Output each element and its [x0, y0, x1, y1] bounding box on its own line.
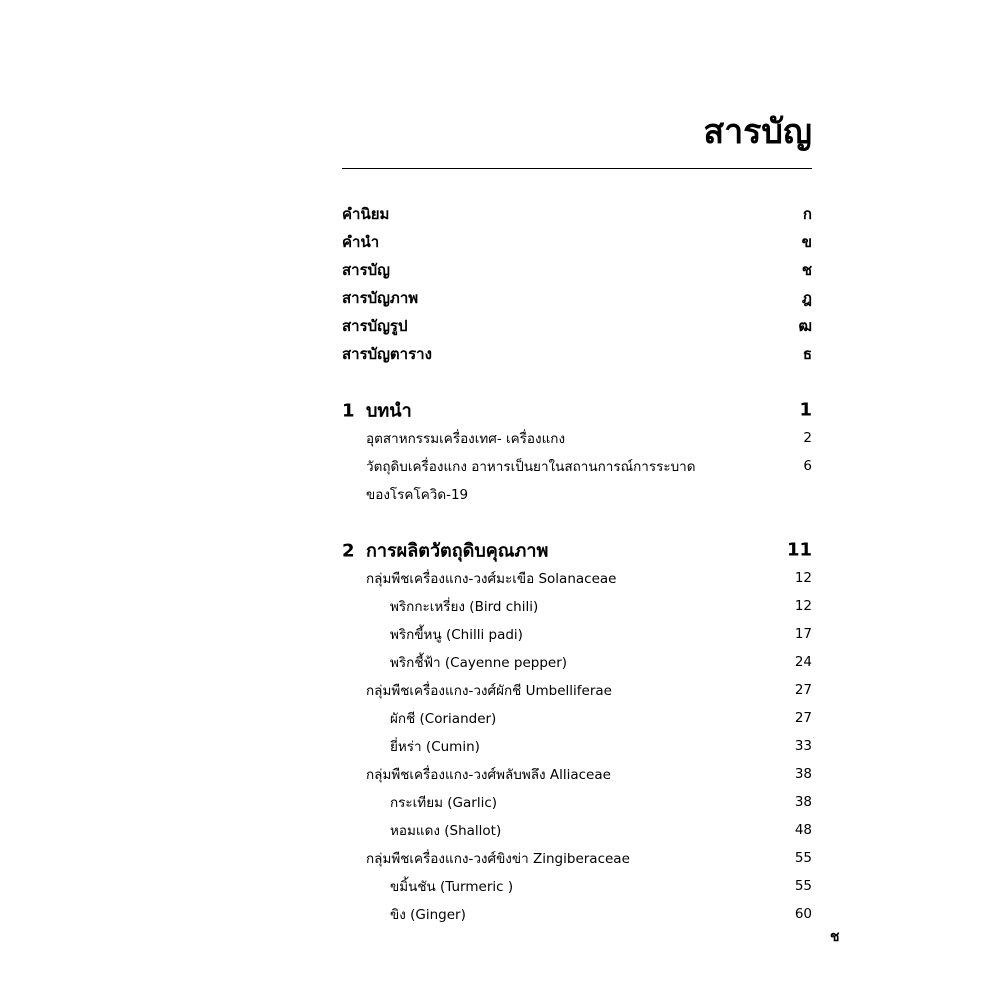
toc-page-number: 12: [794, 570, 812, 586]
chapter-heading: [342, 396, 412, 425]
toc-entry-label: คำนำ: [342, 233, 380, 251]
toc-page-number: 38: [794, 794, 812, 810]
toc-entry-label: สารบัญตาราง: [342, 345, 432, 363]
toc-entry-list-of-images[interactable]: [342, 286, 812, 310]
toc-page-number: ฒ: [798, 317, 812, 335]
toc-subsection[interactable]: [342, 791, 812, 813]
toc-section[interactable]: [342, 679, 812, 701]
toc-entry-contents[interactable]: [342, 258, 812, 282]
toc-entry-label: ขมิ้นชัน (Turmeric ): [390, 879, 514, 895]
toc-subsection[interactable]: [342, 623, 812, 645]
toc-entry[interactable]: [342, 455, 812, 477]
toc-entry-label: ขิง (Ginger): [390, 907, 466, 923]
toc-page-number: 38: [794, 766, 812, 782]
toc-page-number: 11: [786, 539, 812, 561]
toc-entry-preface[interactable]: [342, 230, 812, 254]
title-divider: [342, 168, 812, 169]
toc-subsection[interactable]: [342, 651, 812, 673]
toc-entry-list-of-figures[interactable]: [342, 314, 812, 338]
toc-entry-label: หอมแดง (Shallot): [390, 823, 502, 839]
toc-entry-label: ยี่หร่า (Cumin): [390, 739, 480, 755]
toc-entry-label: คำนิยม: [342, 205, 390, 223]
toc-section[interactable]: [342, 567, 812, 589]
chapter-number: 2: [342, 540, 355, 562]
toc-entry-label: กลุ่มพืชเครื่องแกง-วงศ์พลับพลึง Alliaceae: [366, 767, 611, 783]
toc-page-number: ข: [801, 233, 812, 251]
toc-entry-label: กลุ่มพืชเครื่องแกง-วงศ์ผักชี Umbelliferae: [366, 683, 612, 699]
page-folio: ช: [830, 929, 840, 945]
toc-entry-label: กลุ่มพืชเครื่องแกง-วงศ์มะเขือ Solanaceae: [366, 571, 617, 587]
toc-entry-label: สารบัญ: [342, 261, 390, 279]
toc-page-number: ธ: [802, 345, 812, 363]
toc-chapter-2[interactable]: [342, 536, 812, 565]
toc-page-number: 27: [794, 682, 812, 698]
toc-page-number: 48: [794, 822, 812, 838]
toc-subsection[interactable]: [342, 735, 812, 757]
toc-entry-list-of-tables[interactable]: [342, 342, 812, 366]
toc-page-number: 55: [794, 878, 812, 894]
toc-entry-label: กลุ่มพืชเครื่องแกง-วงศ์ขิงข่า Zingiberaceae: [366, 851, 630, 867]
toc-subsection[interactable]: [342, 903, 812, 925]
toc-chapter-1[interactable]: [342, 396, 812, 425]
chapter-heading: [342, 536, 548, 565]
toc-entry-foreword[interactable]: [342, 202, 812, 226]
toc-entry-label: พริกกะเหรี่ยง (Bird chili): [390, 599, 539, 615]
toc-page-number: 33: [794, 738, 812, 754]
toc-entry-label: สารบัญรูป: [342, 317, 408, 335]
toc-subsection[interactable]: [342, 819, 812, 841]
chapter-number: 1: [342, 400, 355, 422]
toc-page-number: 12: [794, 598, 812, 614]
toc-entry-label: ผักชี (Coriander): [390, 711, 497, 727]
toc-entry[interactable]: [342, 427, 812, 449]
chapter-title: การผลิตวัตถุดิบคุณภาพ: [366, 540, 549, 562]
toc-page-number: 1: [799, 399, 812, 421]
toc-subsection[interactable]: [342, 707, 812, 729]
toc-section[interactable]: [342, 847, 812, 869]
toc-entry-label: กระเทียม (Garlic): [390, 795, 498, 811]
toc-subsection[interactable]: [342, 875, 812, 897]
toc-page-number: ช: [801, 261, 812, 279]
toc-subsection[interactable]: [342, 595, 812, 617]
toc-entry-label: พริกขี้หนู (Chilli padi): [390, 627, 523, 643]
toc-entry-label: วัตถุดิบเครื่องแกง อาหารเป็นยาในสถานการณ์การระบาด: [366, 459, 696, 475]
toc-page-number: 27: [794, 710, 812, 726]
chapter-title: บทนำ: [366, 400, 412, 422]
toc-page-number: 24: [794, 654, 812, 670]
page-title: สารบัญ: [703, 112, 812, 152]
toc-entry-label: พริกชี้ฟ้า (Cayenne pepper): [390, 655, 568, 671]
toc-page-number: 60: [794, 906, 812, 922]
toc-page-number: 2: [803, 430, 812, 446]
toc-section[interactable]: [342, 763, 812, 785]
toc-page-number: ฎ: [801, 289, 812, 307]
toc-page-number: 55: [794, 850, 812, 866]
toc-page-number: 17: [794, 626, 812, 642]
toc-page-number: 6: [803, 458, 812, 474]
toc-page-number: ก: [802, 205, 812, 223]
toc-entry-label: ของโรคโควิด-19: [366, 487, 469, 503]
toc-entry-label: อุตสาหกรรมเครื่องเทศ- เครื่องแกง: [366, 431, 566, 447]
toc-entry-continuation[interactable]: [342, 483, 812, 505]
toc-entry-label: สารบัญภาพ: [342, 289, 419, 307]
